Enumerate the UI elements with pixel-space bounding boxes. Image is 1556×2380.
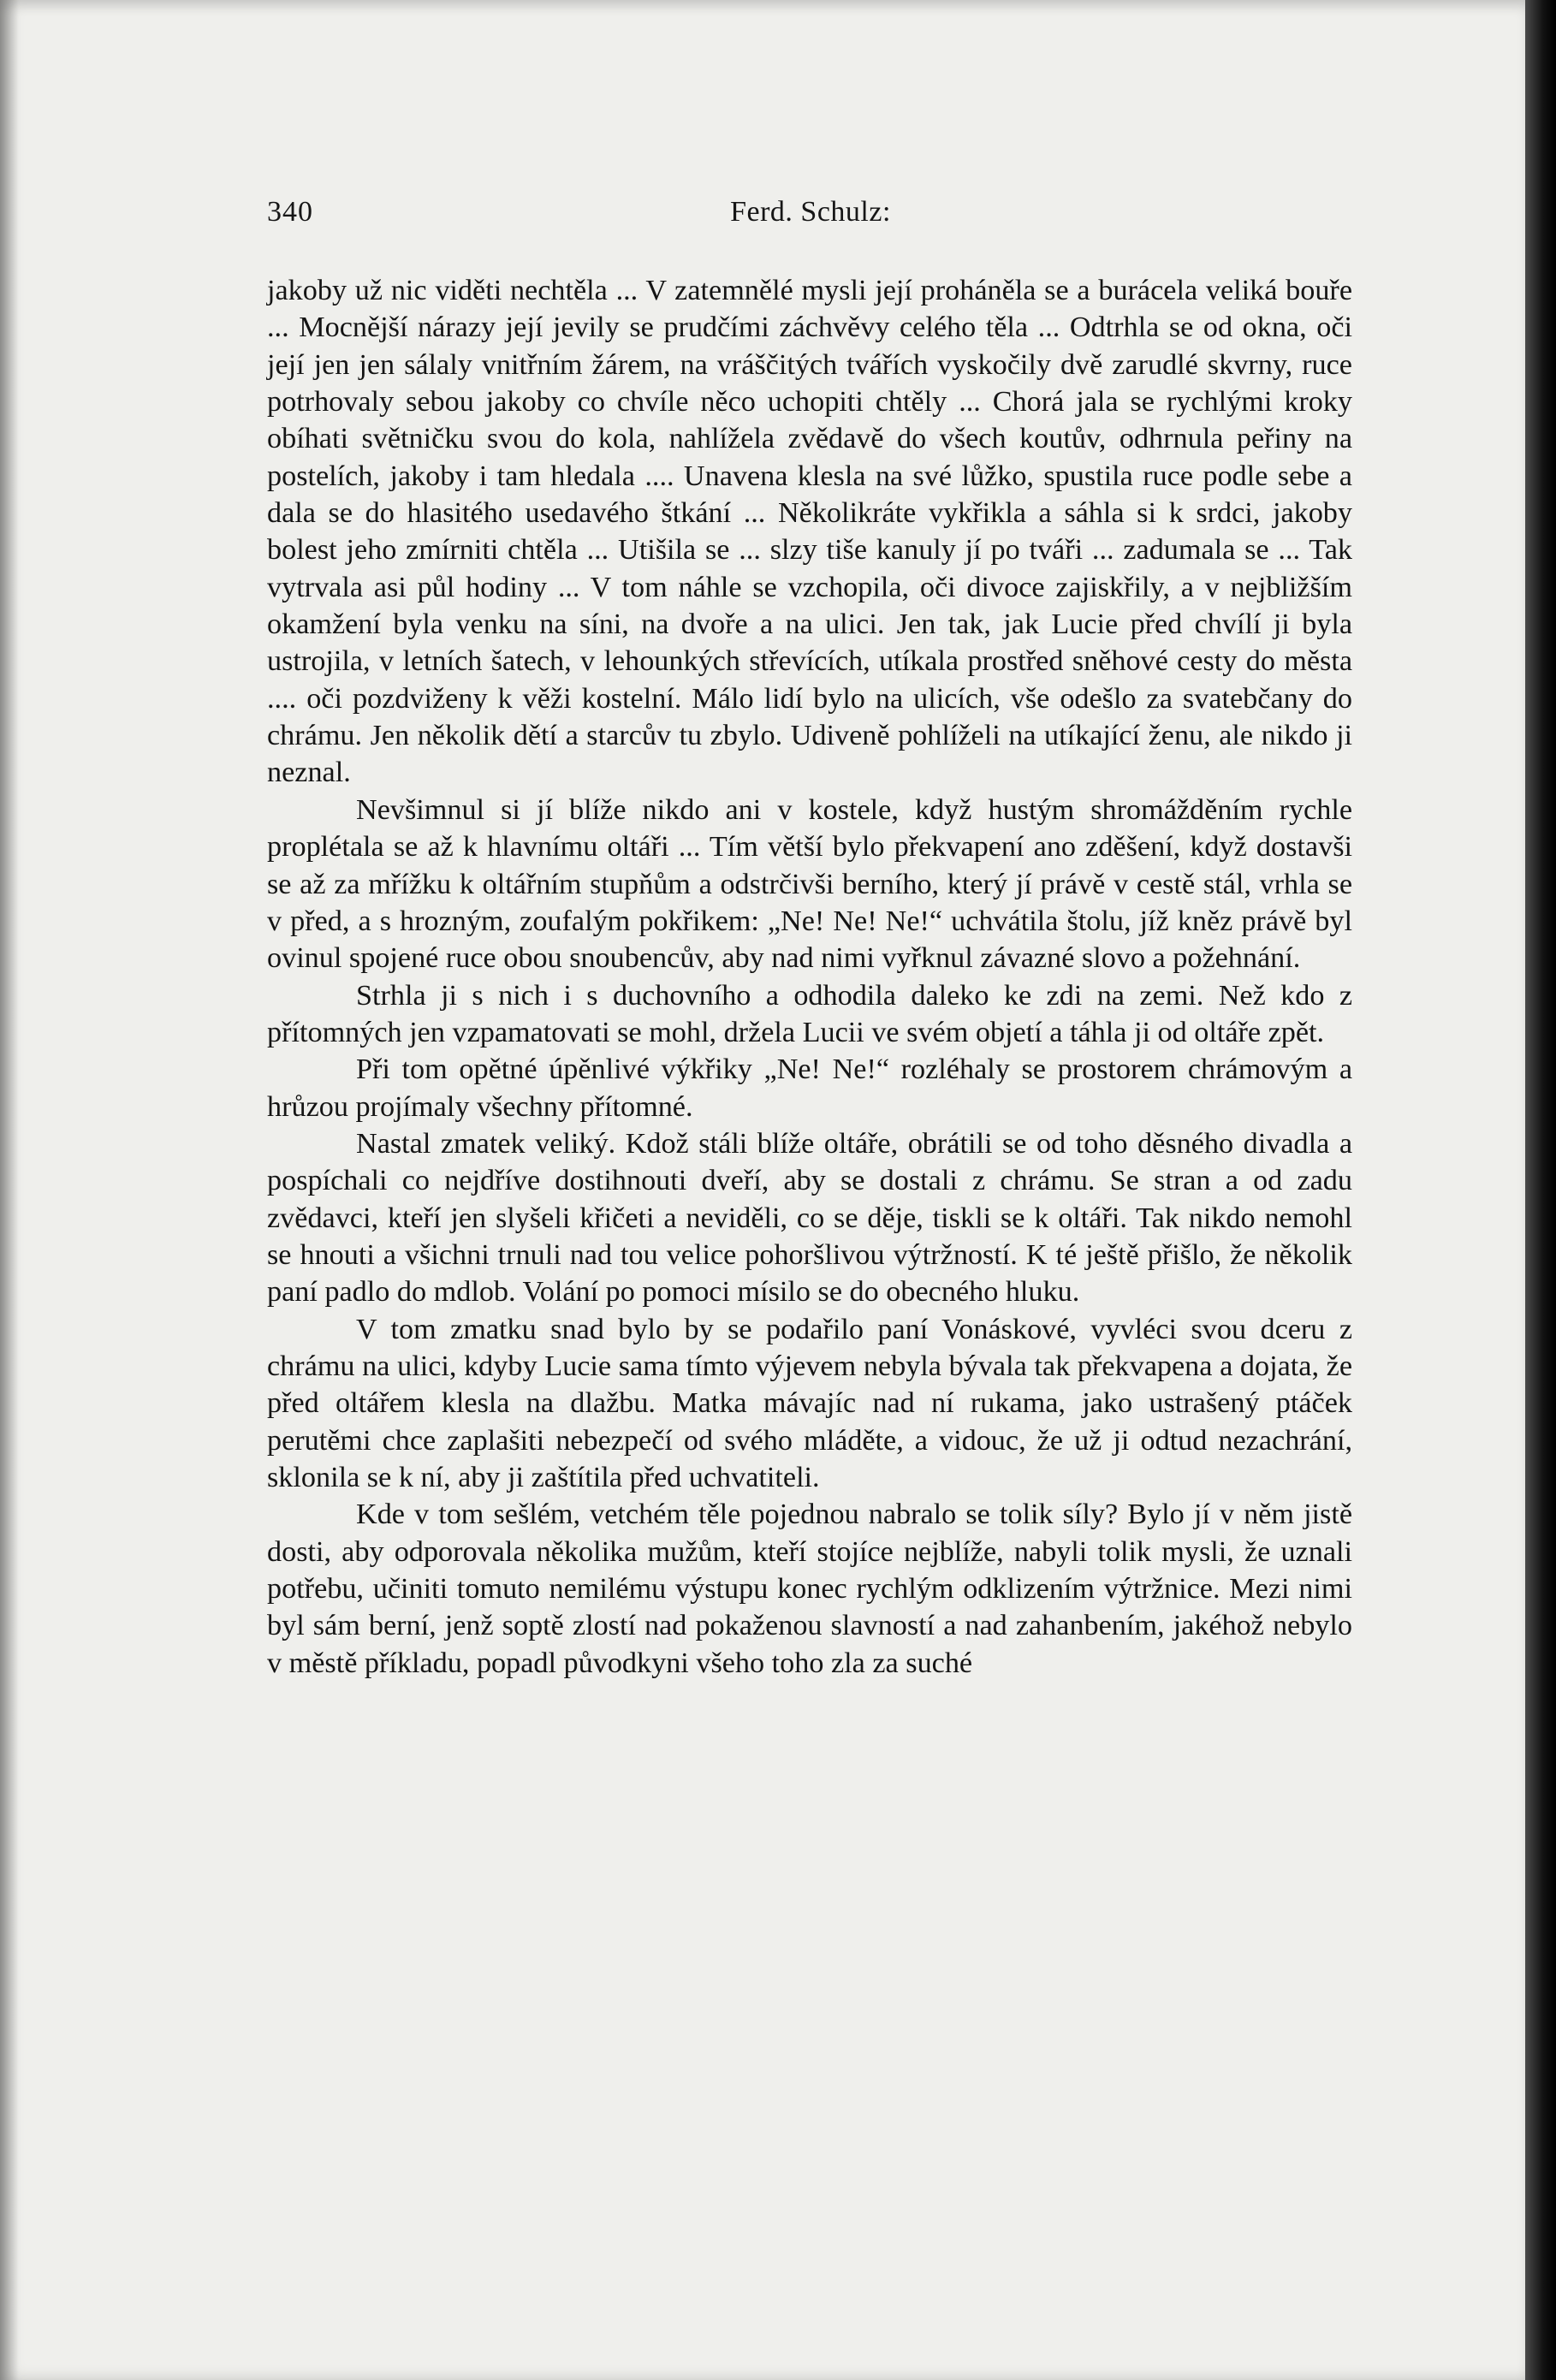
- paragraph-2: Nevšimnul si jí blíže nikdo ani v kostele, když hustým shromážděním rychle proplétala se až k hlavnímu oltáři ... Tím větší bylo překvapení ano zděšení, když dostavši se až za mřížku k oltářním stupňům a odstrčivši berního, který jí právě v cestě stál, vrhla se v před, a s hrozným, zoufalým pokřikem: „Ne! Ne! Ne!“ uchvátila štolu, jíž kněz právě byl ovinul spojené ruce obou snoubencův, aby nad nimi vyřknul závazné slovo a požehnání.: [267, 793, 1352, 975]
- paragraph-6: V tom zmatku snad bylo by se podařilo paní Vonáskové, vyvléci svou dceru z chrámu na ulici, kdyby Lucie sama tímto výjevem nebyla bývala tak překvapena a dojata, že před oltářem klesla na dlažbu. Matka mávajíc nad ní rukama, jako ustrašený ptáček perutěmi chce zaplašiti nebezpečí od svého mláděte, a vidouc, že už ji odtud nezachrání, sklonila se k ní, aby ji zaštítila před uchvatiteli.: [267, 1313, 1352, 1493]
- body-text: [267, 272, 1352, 1682]
- scan-edge: [1525, 0, 1556, 2380]
- running-title: Ferd. Schulz:: [730, 196, 891, 228]
- paragraph-5: Nastal zmatek veliký. Kdož stáli blíže oltáře, obrátili se od toho děsného divadla a pospíchali co nejdříve dostihnouti dveří, aby se dostali z chrámu. Se stran a od zadu zvědavci, kteří jen slyšeli křičeti a neviděli, co se děje, tiskli se k oltáři. Tak nikdo nemohl se hnouti a všichni trnuli nad tou velice pohoršlivou výtržností. K té ještě přišlo, že několik paní padlo do mdlob. Volání po pomoci mísilo se do obecného hluku.: [267, 1127, 1352, 1309]
- paragraph-4: Při tom opětné úpěnlivé výkřiky „Ne! Ne!“ rozléhaly se prostorem chrámovým a hrůzou projímaly všechny přítomné.: [267, 1053, 1352, 1123]
- paragraph-1: jakoby už nic viděti nechtěla ... V zatemnělé mysli její proháněla se a burácela veliká bouře ... Mocnější nárazy její jevily se prudčími záchvěvy celého těla ... Odtrhla se od okna, oči její jen jen sálaly vnitřním žárem, na vráščitých tvářích vyskočily dvě zarudlé skvrny, ruce potrhovaly sebou jakoby co chvíle něco uchopiti chtěly ... Chorá jala se rychlými kroky obíhati světničku svou do kola, nahlížela zvědavě do všech koutův, odhrnula peřiny na postelích, jakoby i tam hledala .... Unavena klesla na své lůžko, spustila ruce podle sebe a dala se do hlasitého usedavého štkání ... Několikráte vykřikla a sáhla si k srdci, jakoby bolest jeho zmírniti chtěla ... Utišila se ... slzy tiše kanuly jí po tváři ... zadumala se ... Tak vytrvala asi půl hodiny ... V tom náhle se vzchopila, oči divoce zajiskřily, a v nejbližším okamžení byla venku na síni, na dvoře a na ulici. Jen tak, jak Lucie před chvílí ji byla ustrojila, v letních šatech, v lehounkých střevících, utíkala prostřed sněhové cesty do města .... oči pozdviženy k věži kostelní. Málo lidí bylo na ulicích, vše odešlo za svatebčany do chrámu. Jen několik dětí a starcův tu zbylo. Udiveně pohlíželi na utíkající ženu, ale nikdo ji neznal.: [267, 275, 1352, 789]
- page-number: 340: [267, 196, 313, 228]
- page-header: [267, 193, 1354, 231]
- paragraph-3: Strhla ji s nich i s duchovního a odhodila daleko ke zdi na zemi. Než kdo z přítomných jen vzpamatovati se mohl, držela Lucii ve svém objetí a táhla ji od oltáře zpět.: [267, 979, 1352, 1048]
- binding-shadow: [0, 0, 19, 2380]
- paragraph-7: Kde v tom sešlém, vetchém těle pojednou nabralo se tolik síly? Bylo jí v něm jistě dosti, aby odporovala několika mužům, kteří stojíce nejblíže, nabyli tolik mysli, že uznali potřebu, učiniti tomuto nemilému výstupu konec rychlým odklizením výtržnice. Mezi nimi byl sám berní, jenž soptě zlostí nad pokaženou slavností a nad zahanbením, jakéhož nebylo v městě příkladu, popadl původkyni všeho toho zla za suché: [267, 1499, 1352, 1679]
